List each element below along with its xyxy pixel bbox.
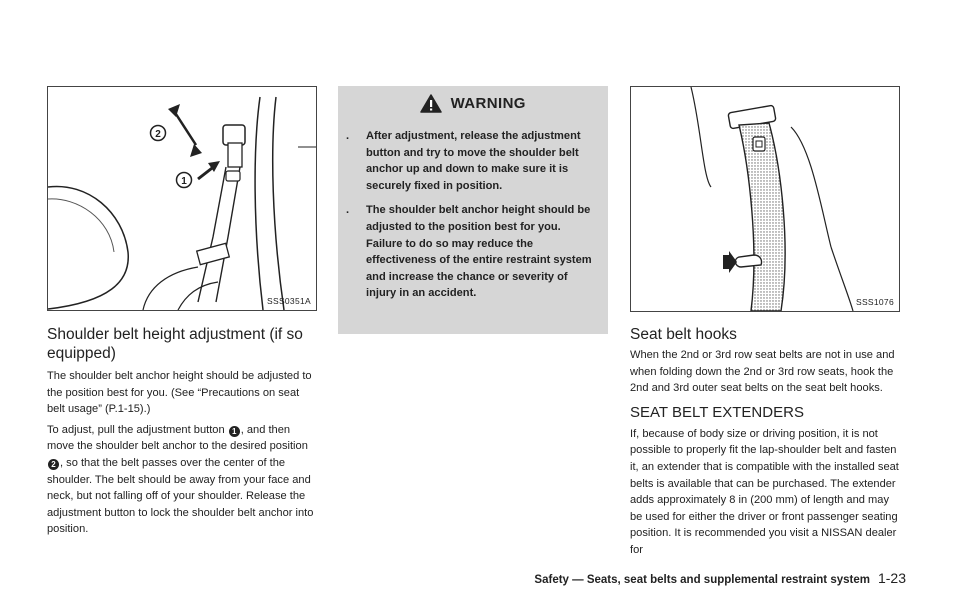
seat-belt-hooks-heading: Seat belt hooks [630,326,737,343]
footer-title: Safety — Seats, seat belts and supplemental restraint system [534,574,870,586]
figure-code: SSS0351A [267,296,311,306]
warning-item-2: . The shoulder belt anchor height should be adjusted to the position best for you. Failure to do so may reduce the effectiveness of the entire restraint system and increase the chance or severity of injury in an accident. [346,204,592,300]
warning-header [338,94,608,113]
shoulder-belt-heading: Shoulder belt height adjustment (if so equipped) [47,326,303,362]
seat-belt-hooks-para: When the 2nd or 3rd row seat belts are not in use and when folding down the 2nd or 3rd row seats, hook the 2nd and 3rd outer seat belts on the seat belt hooks. [630,349,895,395]
shoulder-belt-para-2: To adjust, pull the adjustment button 1 , and then move the shoulder belt anchor to the desired position 2 , so that the belt passes over the center of the shoulder. The belt should be away from your face and neck, but not falling off of your shoulder. Release the adjustment button to lock the shoulder belt anchor into position. [47,423,314,536]
belt-hook-figure [630,86,900,312]
shoulder-belt-illustration [48,87,316,310]
page-number: 1-23 [877,570,906,586]
figure-code: SSS1076 [855,297,894,307]
callout-badge-1: 1 [229,426,240,437]
warning-box [338,86,608,334]
belt-hook-illustration [631,87,899,311]
column-right [630,86,900,559]
seat-belt-extenders-heading: SEAT BELT EXTENDERS [630,403,804,421]
warning-item-1: . After adjustment, release the adjustment button and try to move the shoulder belt anchor up and down to make sure it is securely fixed in position. [346,130,581,192]
column-left [47,86,317,538]
callout-2: 2 [155,129,161,140]
callout-badge-2: 2 [48,459,59,470]
callout-1: 1 [181,176,187,187]
shoulder-belt-para-1: The shoulder belt anchor height should be adjusted to the position best for you. (See “Precautions on seat belt usage” (P.1-15).) [47,370,312,416]
page-footer [534,570,906,586]
warning-list [346,128,598,310]
seat-belt-extenders-para: If, because of body size or driving position, it is not possible to properly fit the lap-shoulder belt and fasten it, an extender that is compatible with the installed seat belts is available that can be purchased. The extender adds approximately 8 in (200 mm) of length and may be used for either the driver or front passenger seating position. It is recommended you visit a NISSAN dealer for [630,427,899,556]
warning-title: WARNING [450,95,526,112]
shoulder-belt-figure [47,86,317,311]
warning-triangle-icon [420,94,442,113]
